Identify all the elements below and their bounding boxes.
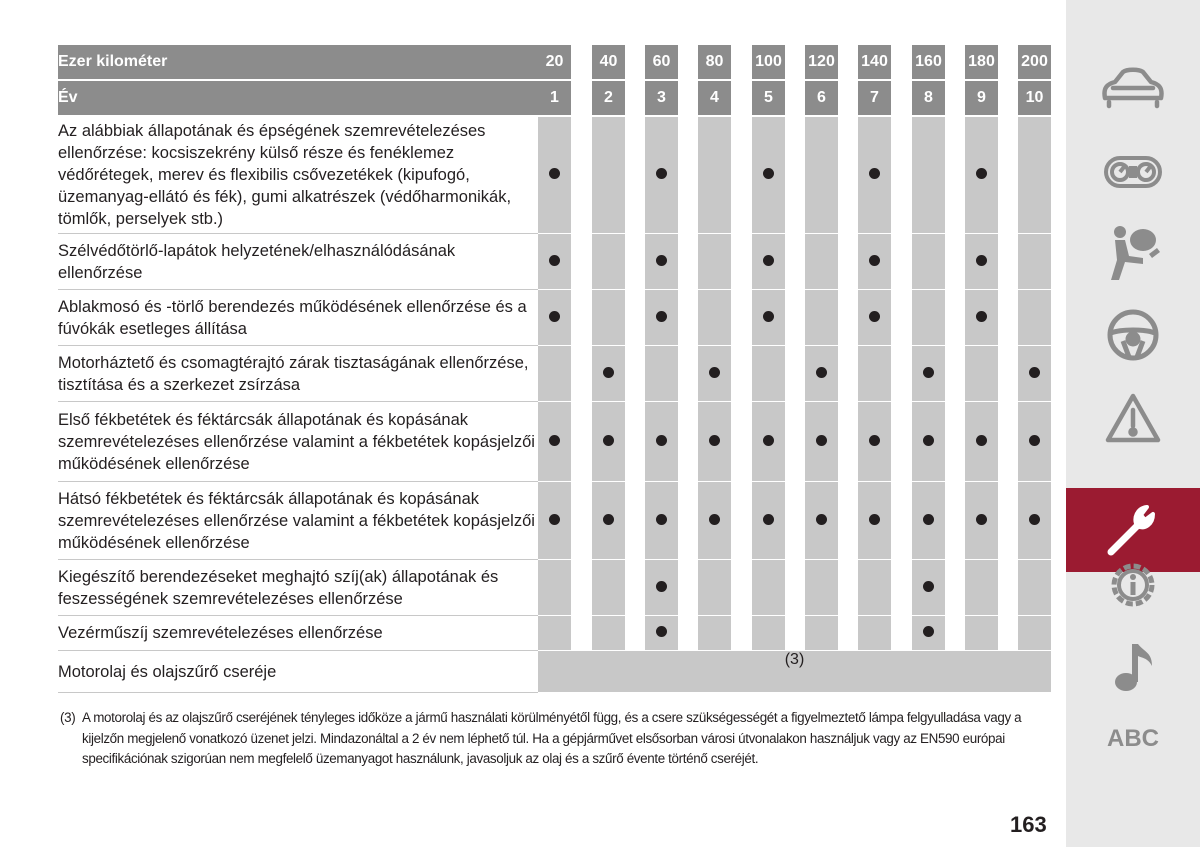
check-dot-icon (923, 367, 934, 378)
column-gap (785, 560, 805, 616)
check-dot-icon (763, 435, 774, 446)
check-dot-icon (816, 435, 827, 446)
column-gap (838, 290, 858, 346)
check-dot-icon (709, 514, 720, 525)
schedule-cell (592, 482, 625, 560)
schedule-cell (645, 117, 678, 234)
gear-info-icon[interactable] (1066, 545, 1200, 625)
check-dot-icon (869, 168, 880, 179)
schedule-cell (698, 482, 731, 560)
km-100: 100 (752, 45, 785, 81)
schedule-cell (645, 290, 678, 346)
column-gap (891, 346, 912, 402)
year-header-label: Év (58, 81, 538, 117)
column-gap (838, 560, 858, 616)
year-9: 9 (965, 81, 998, 117)
schedule-cell (858, 234, 891, 290)
column-gap (571, 117, 592, 234)
check-dot-icon (709, 435, 720, 446)
schedule-cell (752, 290, 785, 346)
schedule-cell (1018, 616, 1051, 651)
column-gap (731, 560, 752, 616)
year-3: 3 (645, 81, 678, 117)
abc-index-label[interactable]: ABC (1107, 725, 1159, 752)
column-gap (838, 234, 858, 290)
check-dot-icon (763, 514, 774, 525)
column-gap (838, 117, 858, 234)
schedule-cell (698, 616, 731, 651)
dashboard-icon[interactable] (1066, 136, 1200, 208)
schedule-cell (965, 234, 998, 290)
year-6: 6 (805, 81, 838, 117)
check-dot-icon (656, 311, 667, 322)
schedule-cell (912, 346, 945, 402)
schedule-cell (805, 616, 838, 651)
schedule-cell (538, 117, 571, 234)
year-header-row (58, 81, 1051, 117)
column-gap (731, 402, 752, 482)
schedule-cell (592, 346, 625, 402)
schedule-cell (752, 482, 785, 560)
schedule-cell (698, 560, 731, 616)
schedule-cell (645, 482, 678, 560)
column-gap (731, 616, 752, 651)
check-dot-icon (1029, 435, 1040, 446)
km-180: 180 (965, 45, 998, 81)
table-row (58, 402, 1051, 482)
km-40: 40 (592, 45, 625, 81)
km-20: 20 (538, 45, 571, 81)
check-dot-icon (656, 514, 667, 525)
schedule-cell (805, 117, 838, 234)
schedule-cell (752, 616, 785, 651)
year-10: 10 (1018, 81, 1051, 117)
schedule-cell (912, 560, 945, 616)
column-gap (731, 234, 752, 290)
schedule-cell (965, 402, 998, 482)
schedule-cell (698, 234, 731, 290)
check-dot-icon (656, 581, 667, 592)
column-gap (838, 402, 858, 482)
schedule-cell (858, 616, 891, 651)
column-gap (838, 482, 858, 560)
schedule-cell (912, 290, 945, 346)
music-note-icon[interactable] (1066, 628, 1200, 704)
check-dot-icon (656, 435, 667, 446)
schedule-cell (858, 290, 891, 346)
schedule-cell (538, 560, 571, 616)
schedule-cell (965, 290, 998, 346)
schedule-cell (858, 346, 891, 402)
column-gap (998, 290, 1018, 346)
column-gap (945, 346, 965, 402)
schedule-cell (752, 560, 785, 616)
row-label: Az alábbiak állapotának és épségének szemrevételezéses ellenőrzése: kocsiszekrény külső része és fenéklemez védőrétegek, merev és flexibilis csővezetékek (kipufogó, üzemanyag-ellátó és fék), gumi alkatrészek (védőharmonikák, tömlők, perselyek stb.) (58, 117, 538, 234)
column-gap (998, 560, 1018, 616)
column-gap (571, 290, 592, 346)
column-gap (785, 346, 805, 402)
column-gap (891, 616, 912, 651)
check-dot-icon (549, 435, 560, 446)
column-gap (945, 117, 965, 234)
schedule-cell (805, 234, 838, 290)
schedule-cell (698, 117, 731, 234)
km-140: 140 (858, 45, 891, 81)
row-label: Ablakmosó és -törlő berendezés működésének ellenőrzése és a fúvókák esetleges állítása (58, 290, 538, 346)
check-dot-icon (763, 168, 774, 179)
column-gap (838, 346, 858, 402)
column-gap (785, 117, 805, 234)
column-gap (731, 117, 752, 234)
column-gap (785, 616, 805, 651)
check-dot-icon (549, 311, 560, 322)
row-label: Szélvédőtörlő-lapátok helyzetének/elhasználódásának ellenőrzése (58, 234, 538, 290)
year-4: 4 (698, 81, 731, 117)
column-gap (785, 402, 805, 482)
check-dot-icon (923, 581, 934, 592)
schedule-cell (805, 482, 838, 560)
check-dot-icon (656, 255, 667, 266)
row-label: Motorháztető és csomagtérajtó zárak tisztaságának ellenőrzése, tisztítása és a szerkezet zsírzása (58, 346, 538, 402)
column-gap (678, 402, 698, 482)
schedule-cell (698, 290, 731, 346)
schedule-cell (592, 402, 625, 482)
year-8: 8 (912, 81, 945, 117)
check-dot-icon (869, 514, 880, 525)
schedule-cell (645, 616, 678, 651)
year-2: 2 (592, 81, 625, 117)
schedule-cell (538, 482, 571, 560)
schedule-cell (1018, 560, 1051, 616)
page-number: 163 (1010, 812, 1047, 837)
schedule-cell (698, 346, 731, 402)
column-gap (678, 117, 698, 234)
schedule-cell (1018, 402, 1051, 482)
km-80: 80 (698, 45, 731, 81)
column-gap (998, 346, 1018, 402)
schedule-cell (912, 482, 945, 560)
column-gap (945, 560, 965, 616)
column-gap (571, 402, 592, 482)
column-gap (731, 482, 752, 560)
check-dot-icon (549, 514, 560, 525)
column-gap (785, 234, 805, 290)
check-dot-icon (869, 255, 880, 266)
schedule-cell (698, 402, 731, 482)
check-dot-icon (976, 168, 987, 179)
column-gap (731, 346, 752, 402)
check-dot-icon (1029, 514, 1040, 525)
schedule-cell (1018, 290, 1051, 346)
column-gap (625, 290, 645, 346)
check-dot-icon (923, 626, 934, 637)
check-dot-icon (976, 514, 987, 525)
schedule-cell (538, 616, 571, 651)
year-7: 7 (858, 81, 891, 117)
column-gap (571, 482, 592, 560)
column-gap (891, 290, 912, 346)
check-dot-icon (656, 168, 667, 179)
schedule-cell (912, 616, 945, 651)
check-dot-icon (603, 367, 614, 378)
check-dot-icon (603, 514, 614, 525)
schedule-cell (1018, 234, 1051, 290)
schedule-cell (592, 290, 625, 346)
column-gap (998, 117, 1018, 234)
check-dot-icon (976, 435, 987, 446)
schedule-cell (965, 560, 998, 616)
schedule-cell (592, 616, 625, 651)
column-gap (945, 234, 965, 290)
schedule-cell (965, 482, 998, 560)
schedule-cell (965, 346, 998, 402)
schedule-cell (965, 117, 998, 234)
check-dot-icon (763, 255, 774, 266)
schedule-cell (805, 290, 838, 346)
table-row (58, 290, 1051, 346)
schedule-cell (538, 290, 571, 346)
table-row (58, 346, 1051, 402)
chapter-sidebar (1066, 0, 1200, 847)
schedule-cell (645, 234, 678, 290)
schedule-cell (645, 560, 678, 616)
check-dot-icon (923, 435, 934, 446)
table-row (58, 482, 1051, 560)
footnote-marker: (3) (60, 710, 76, 725)
schedule-cell (912, 234, 945, 290)
column-gap (731, 290, 752, 346)
schedule-cell (592, 560, 625, 616)
schedule-cell (805, 560, 838, 616)
column-gap (945, 290, 965, 346)
oil-change-label: Motorolaj és olajszűrő cseréje (58, 651, 538, 693)
column-gap (678, 616, 698, 651)
check-dot-icon (816, 367, 827, 378)
year-5: 5 (752, 81, 785, 117)
oil-change-row (58, 651, 1051, 693)
schedule-cell (805, 402, 838, 482)
schedule-cell (1018, 482, 1051, 560)
column-gap (945, 402, 965, 482)
schedule-cell (538, 402, 571, 482)
column-gap (625, 402, 645, 482)
km-120: 120 (805, 45, 838, 81)
column-gap (625, 616, 645, 651)
column-gap (625, 560, 645, 616)
table-row (58, 616, 1051, 651)
check-dot-icon (923, 514, 934, 525)
schedule-cell (805, 346, 838, 402)
check-dot-icon (709, 367, 720, 378)
check-dot-icon (549, 255, 560, 266)
steering-wheel-icon[interactable] (1066, 299, 1200, 371)
schedule-cell (752, 234, 785, 290)
check-dot-icon (816, 514, 827, 525)
schedule-cell (912, 117, 945, 234)
column-gap (891, 117, 912, 234)
check-dot-icon (763, 311, 774, 322)
column-gap (571, 234, 592, 290)
check-dot-icon (976, 255, 987, 266)
schedule-cell (912, 402, 945, 482)
schedule-cell (1018, 346, 1051, 402)
column-gap (625, 117, 645, 234)
column-gap (891, 234, 912, 290)
schedule-cell (965, 616, 998, 651)
column-gap (785, 482, 805, 560)
check-dot-icon (976, 311, 987, 322)
schedule-cell (752, 402, 785, 482)
schedule-cell (1018, 117, 1051, 234)
column-gap (998, 234, 1018, 290)
footnote (60, 708, 1050, 770)
schedule-cell (752, 117, 785, 234)
check-dot-icon (1029, 367, 1040, 378)
column-gap (625, 234, 645, 290)
column-gap (891, 402, 912, 482)
row-label: Vezérműszíj szemrevételezéses ellenőrzése (58, 616, 538, 651)
airbag-passenger-icon[interactable] (1066, 216, 1200, 288)
row-label: Hátsó fékbetétek és féktárcsák állapotának és kopásának szemrevételezéses ellenőrzése valamint a fékbetétek kopásjelzői működésének ellenőrzése (58, 482, 538, 560)
year-1: 1 (538, 81, 571, 117)
schedule-cell (592, 234, 625, 290)
column-gap (998, 616, 1018, 651)
column-gap (838, 616, 858, 651)
row-label: Kiegészítő berendezéseket meghajtó szíj(ak) állapotának és feszességének szemrevételezéses ellenőrzése (58, 560, 538, 616)
check-dot-icon (549, 168, 560, 179)
maintenance-schedule-table (58, 45, 1051, 693)
schedule-cell (752, 346, 785, 402)
column-gap (678, 234, 698, 290)
check-dot-icon (603, 435, 614, 446)
schedule-cell (538, 346, 571, 402)
km-160: 160 (912, 45, 945, 81)
oil-change-note-ref: (3) (538, 651, 1051, 693)
column-gap (998, 402, 1018, 482)
km-60: 60 (645, 45, 678, 81)
check-dot-icon (869, 311, 880, 322)
column-gap (678, 290, 698, 346)
column-gap (945, 482, 965, 560)
schedule-cell (538, 234, 571, 290)
column-gap (678, 346, 698, 402)
schedule-cell (592, 117, 625, 234)
footnote-text: A motorolaj és az olajszűrő cseréjének tényleges időköze a jármű használati körülményétől függ, és a csere szükségességét a figyelmeztető lámpa felgyulladása vagy a kijelzőn megjelenő vonatkozó üzenet jelzi. Mindazonáltal a 2 év nem léphető túl. Ha a gépjárművet elsősorban városi útvonalakon használjuk vagy az EN590 európai specifikációnak szigorúan nem megfelelő üzemanyagot használunk, javasoljuk az olaj és a szűrő évente történő cseréjét. (82, 710, 1022, 766)
column-gap (998, 482, 1018, 560)
schedule-cell (858, 117, 891, 234)
column-gap (945, 616, 965, 651)
table-row (58, 560, 1051, 616)
table-row (58, 117, 1051, 234)
row-label: Első fékbetétek és féktárcsák állapotának és kopásának szemrevételezéses ellenőrzése valamint a fékbetétek kopásjelzői működésének ellenőrzése (58, 402, 538, 482)
column-gap (891, 482, 912, 560)
column-gap (625, 482, 645, 560)
column-gap (571, 346, 592, 402)
km-header-label: Ezer kilométer (58, 45, 538, 81)
column-gap (891, 560, 912, 616)
schedule-cell (858, 402, 891, 482)
km-200: 200 (1018, 45, 1051, 81)
column-gap (571, 560, 592, 616)
check-dot-icon (656, 626, 667, 637)
schedule-cell (645, 402, 678, 482)
column-gap (785, 290, 805, 346)
km-header-row (58, 45, 1051, 81)
schedule-cell (858, 560, 891, 616)
schedule-cell (645, 346, 678, 402)
schedule-cell (858, 482, 891, 560)
column-gap (678, 560, 698, 616)
column-gap (678, 482, 698, 560)
column-gap (625, 346, 645, 402)
warning-triangle-icon[interactable] (1066, 382, 1200, 454)
column-gap (571, 616, 592, 651)
table-row (58, 234, 1051, 290)
car-icon[interactable] (1066, 52, 1200, 124)
check-dot-icon (869, 435, 880, 446)
